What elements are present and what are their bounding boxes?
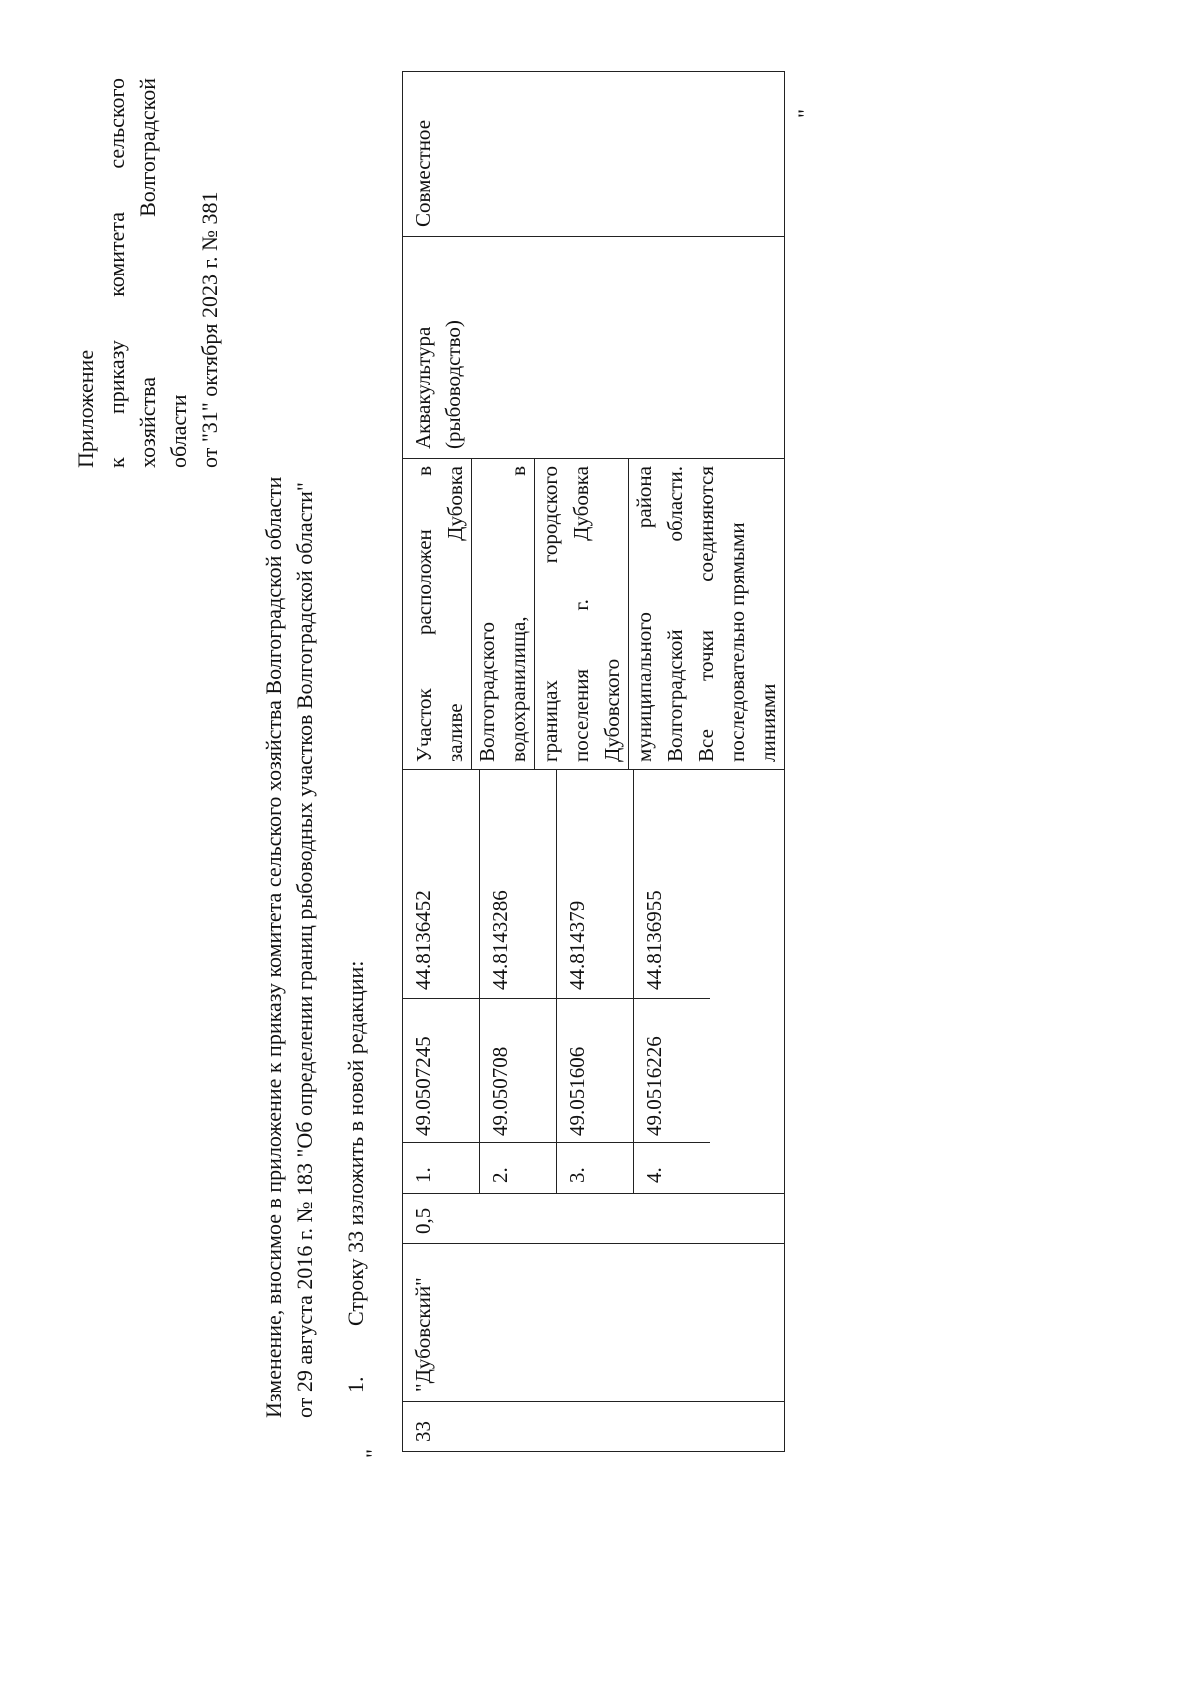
item-number: 1. bbox=[343, 1376, 368, 1393]
appendix-block bbox=[70, 78, 225, 468]
point-number: 4. bbox=[634, 1142, 710, 1193]
description-group bbox=[472, 459, 535, 769]
use-type: Аквакультура (рыбоводство) bbox=[411, 320, 465, 449]
quote-open: " bbox=[361, 1449, 386, 1458]
point-latitude: 49.0516226 bbox=[634, 998, 710, 1142]
description-line: заливе Дубовка bbox=[443, 466, 467, 762]
plot-area: 0,5 bbox=[411, 1207, 435, 1234]
coordinate-row bbox=[557, 770, 634, 1193]
item-text: Строку 33 изложить в новой редакции: bbox=[343, 960, 368, 1326]
description-line: Волгоградского bbox=[475, 622, 499, 762]
area-cell bbox=[403, 1194, 785, 1244]
description-group bbox=[535, 459, 629, 769]
quote-close: " bbox=[793, 109, 818, 118]
point-latitude: 49.051606 bbox=[557, 998, 633, 1142]
description-line: Все точки соединяются bbox=[694, 466, 718, 762]
row-number: 33 bbox=[411, 1421, 435, 1442]
description-line: Волгоградской области. bbox=[663, 466, 687, 762]
description-line: водохранилища, в bbox=[506, 466, 530, 762]
coordinate-row bbox=[403, 770, 480, 1193]
point-longitude: 44.814379 bbox=[565, 900, 589, 990]
point-longitude: 44.8136452 bbox=[411, 890, 435, 990]
appendix-line: к приказу комитета сельского bbox=[104, 78, 129, 468]
description-line: границах городского bbox=[538, 466, 562, 762]
coordinate-row bbox=[634, 770, 710, 1193]
plot-description bbox=[403, 459, 784, 769]
plot-name-cell bbox=[403, 1244, 785, 1402]
ownership-cell bbox=[403, 72, 785, 237]
appendix-line: хозяйства Волгоградской bbox=[135, 78, 160, 468]
point-number: 1. bbox=[403, 1142, 479, 1193]
appendix-line: области bbox=[166, 394, 191, 468]
point-number: 3. bbox=[557, 1142, 633, 1193]
point-longitude: 44.8136955 bbox=[642, 890, 666, 990]
coordinate-list bbox=[403, 770, 707, 1193]
description-line: последовательно прямыми bbox=[725, 522, 749, 762]
description-line: муниципального района bbox=[632, 466, 656, 762]
description-group bbox=[629, 459, 784, 769]
description-line: Участок расположен в bbox=[412, 466, 436, 762]
point-number: 2. bbox=[480, 1142, 556, 1193]
heading-line-1: Изменение, вносимое в приложение к приказу комитета сельского хозяйства Волгоградской области bbox=[261, 476, 286, 1418]
fish-plot-table bbox=[402, 71, 785, 1452]
ownership-type: Совместное bbox=[411, 119, 435, 227]
coordinate-row bbox=[480, 770, 557, 1193]
appendix-line: Приложение bbox=[73, 349, 98, 468]
plot-name: "Дубовский" bbox=[411, 1277, 435, 1392]
point-latitude: 49.050708 bbox=[480, 998, 556, 1142]
point-longitude: 44.8143286 bbox=[488, 890, 512, 990]
row-number-cell bbox=[403, 1402, 785, 1452]
point-latitude: 49.0507245 bbox=[403, 998, 479, 1142]
use-type-cell bbox=[403, 237, 785, 459]
description-line: линиями bbox=[756, 683, 780, 762]
appendix-line: от "31" октября 2023 г. № 381 bbox=[197, 191, 222, 468]
description-group bbox=[409, 459, 472, 769]
document-heading bbox=[258, 258, 320, 1418]
description-cell bbox=[403, 459, 785, 770]
description-line: поселения г. Дубовка bbox=[569, 466, 593, 762]
description-line: Дубовского bbox=[600, 658, 624, 762]
heading-line-2: от 29 августа 2016 г. № 183 "Об определении границ рыбоводных участков Волгоградской области" bbox=[292, 482, 317, 1418]
coordinates-cell bbox=[403, 770, 785, 1194]
